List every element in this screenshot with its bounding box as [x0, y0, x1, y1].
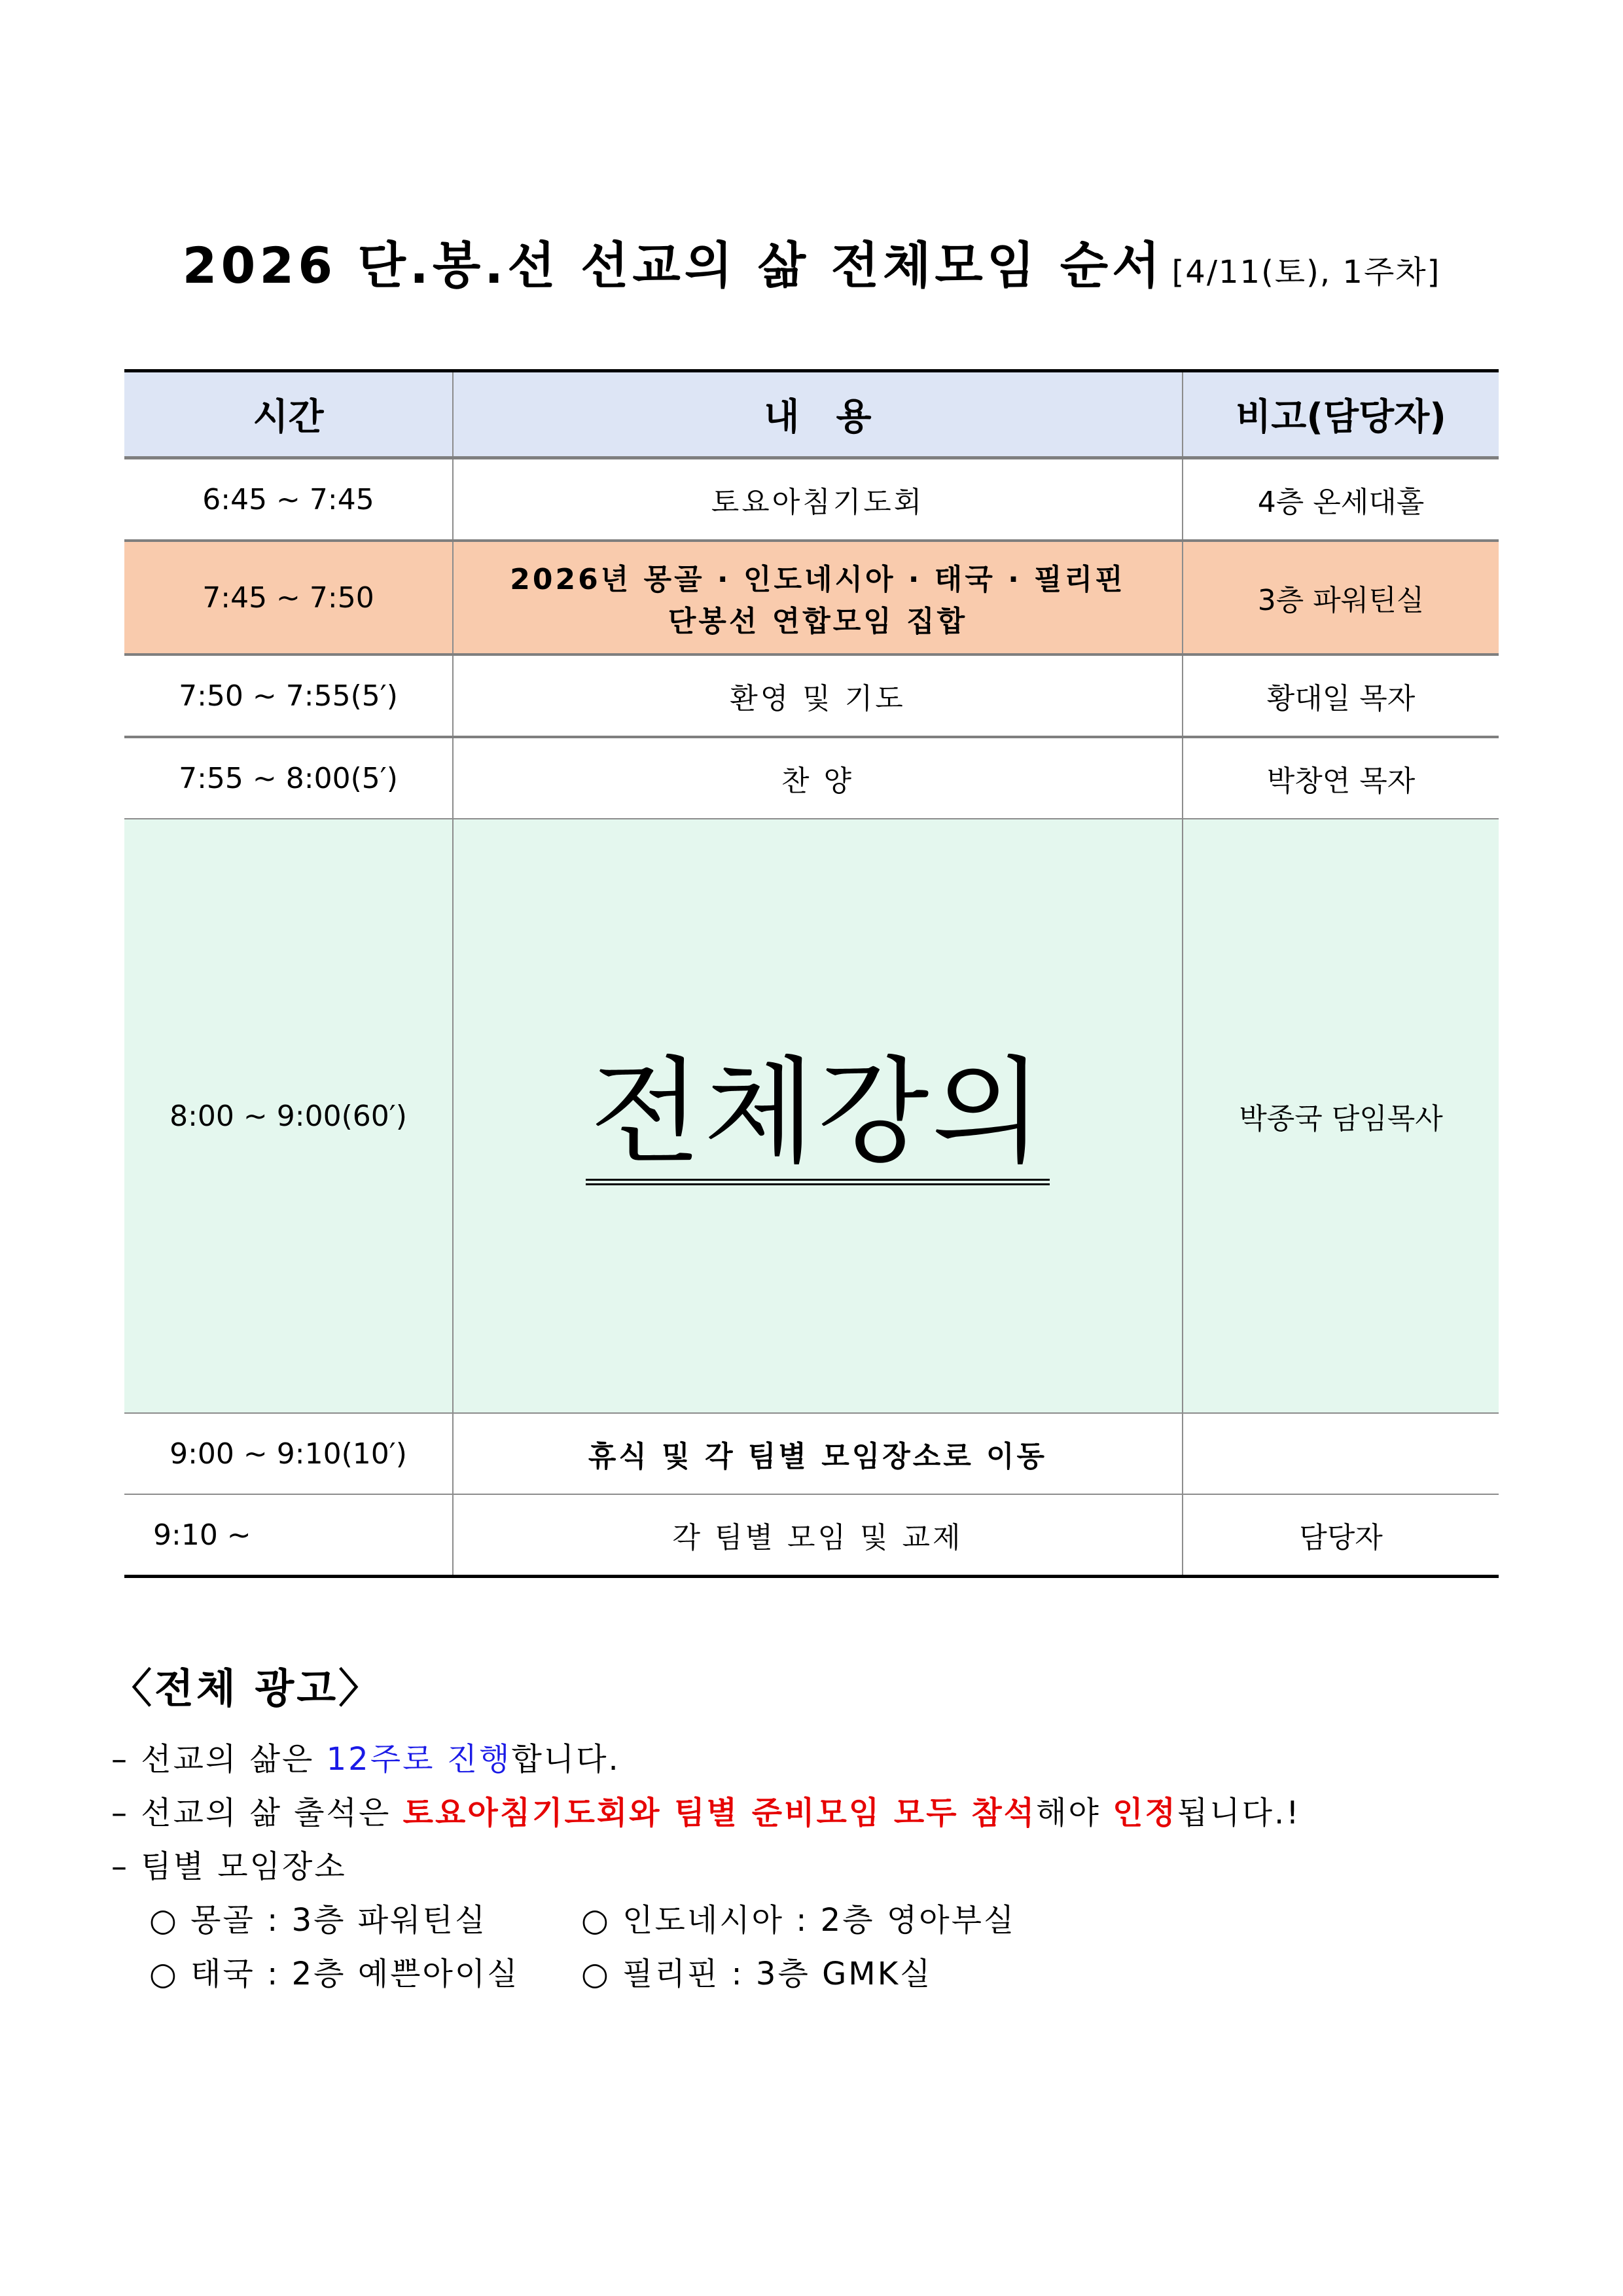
- row-content-line1: 2026년 몽골 · 인도네시아 · 태국 · 필리핀: [510, 563, 1126, 596]
- announcement-title: 〈전체 광고〉: [111, 1664, 382, 1712]
- header-content: 내 용: [453, 371, 1183, 458]
- row-content-line2: 단봉선 연합모임 집합: [668, 605, 968, 638]
- line1-highlight: 12주로 진행: [326, 1741, 512, 1778]
- schedule-table: [124, 369, 1499, 1578]
- announcement-line-duration: [111, 1732, 1518, 1786]
- table-row: [124, 655, 1499, 737]
- row-time: 6:45 ~ 7:45: [124, 458, 453, 541]
- row-note: 박종국 담임목사: [1183, 819, 1499, 1413]
- table-header-row: [124, 371, 1499, 458]
- row-content: 토요아침기도회: [453, 458, 1183, 541]
- venue-row: [149, 1893, 1518, 1947]
- row-note: 4층 온세대홀: [1183, 458, 1499, 541]
- header-note: 비고(담당자): [1183, 371, 1499, 458]
- line1-suffix: 합니다.: [511, 1741, 620, 1778]
- venue-item: ○ 인도네시아 : 2층 영아부실: [581, 1902, 1016, 1939]
- row-content: 환영 및 기도: [453, 655, 1183, 737]
- table-row: [124, 1413, 1499, 1494]
- venue-item: ○ 필리핀 : 3층 GMK실: [581, 1956, 933, 1992]
- table-row: [124, 458, 1499, 541]
- row-content: 찬 양: [453, 737, 1183, 819]
- announcement-line-venues: – 팀별 모임장소: [111, 1848, 347, 1885]
- line1-prefix: – 선교의 삶은: [111, 1741, 327, 1778]
- row-content: 각 팀별 모임 및 교제: [453, 1494, 1183, 1577]
- row-time: 8:00 ~ 9:00(60′): [124, 819, 453, 1413]
- line2-highlight2: 인정: [1113, 1795, 1177, 1831]
- venue-row: [149, 1947, 1518, 2001]
- table-row: [124, 1494, 1499, 1577]
- line2-middle: 해야: [1036, 1795, 1113, 1831]
- row-note: [1183, 1413, 1499, 1494]
- announcement-line-attendance: [111, 1786, 1518, 1840]
- row-note: 3층 파워틴실: [1183, 541, 1499, 655]
- row-time: 9:10 ~: [124, 1494, 453, 1577]
- row-time: 7:55 ~ 8:00(5′): [124, 737, 453, 819]
- line2-highlight1: 토요아침기도회와 팀별 준비모임 모두 참석: [402, 1795, 1037, 1831]
- row-time: 7:45 ~ 7:50: [124, 541, 453, 655]
- row-note: 황대일 목자: [1183, 655, 1499, 737]
- venue-item: ○ 몽골 : 3층 파워틴실: [149, 1902, 488, 1939]
- page-title: [0, 226, 1623, 297]
- row-content: 휴식 및 각 팀별 모임장소로 이동: [453, 1413, 1183, 1494]
- title-main: 2026 단.봉.선 선교의 삶 전체모임 순서: [182, 236, 1164, 295]
- row-note: 담당자: [1183, 1494, 1499, 1577]
- table-row: [124, 819, 1499, 1413]
- title-sub: [4/11(토), 1주차]: [1171, 254, 1441, 291]
- announcement-section: [111, 1656, 1518, 2001]
- row-time: 7:50 ~ 7:55(5′): [124, 655, 453, 737]
- row-time: 9:00 ~ 9:10(10′): [124, 1413, 453, 1494]
- table-row: [124, 541, 1499, 655]
- line2-prefix: – 선교의 삶 출석은: [111, 1795, 403, 1831]
- row-content: [453, 819, 1183, 1413]
- venue-item: ○ 태국 : 2층 예쁜아이실: [149, 1956, 520, 1992]
- row-note: 박창연 목자: [1183, 737, 1499, 819]
- header-time: 시간: [124, 371, 453, 458]
- row-content: [453, 541, 1183, 655]
- table-row: [124, 737, 1499, 819]
- lecture-title: 전체강의: [586, 1047, 1049, 1185]
- line2-suffix: 됩니다.!: [1177, 1795, 1301, 1831]
